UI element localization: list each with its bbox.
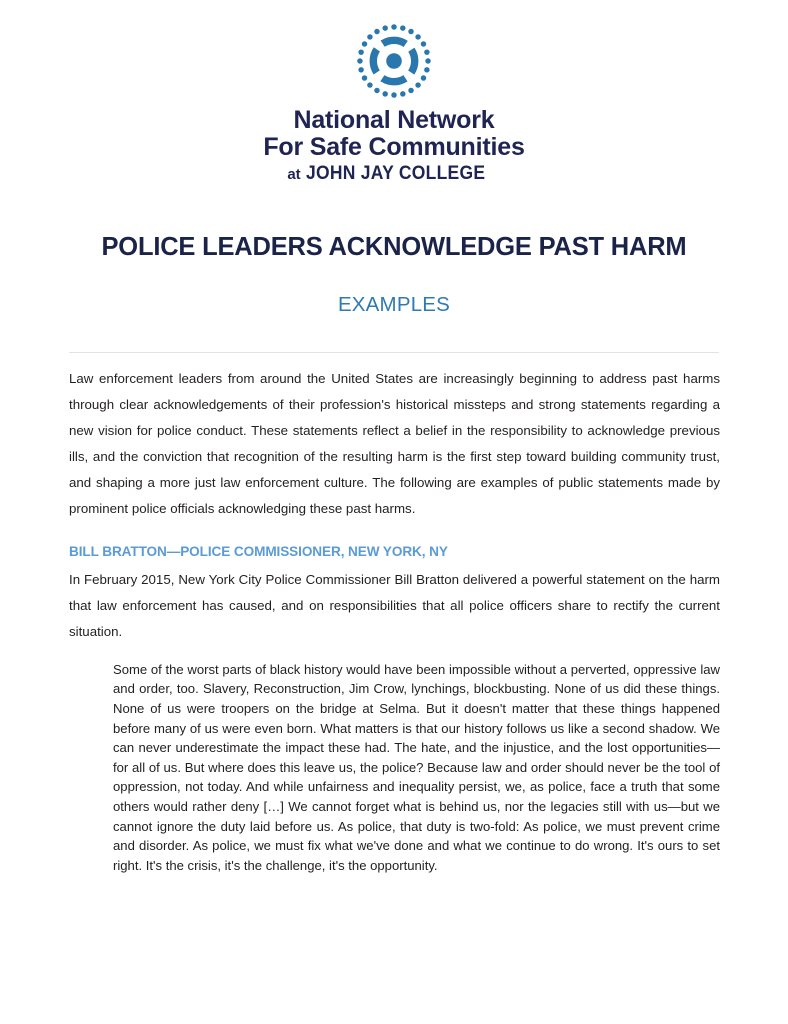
wordmark-at-prefix: at [287,166,301,183]
bratton-quote-blockquote: Some of the worst parts of black history would have been impossible without a perverted, oppressive law and order, too. Slavery, Reconstruction, Jim Crow, lynchings, blockbusting. None of us did these things. None of us were troopers on the bridge at Selma. But it doesn't matter that these things happened before many of us were even born. What matters is that our history follows us like a second shadow. We can never underestimate the impact these had. The hate, and the injustice, and the lost opportunities—for all of us. But where does this leave us, the police? Because law and order should never be the tool of oppression, not today. And while unfairness and inequality persist, we, as police, face a truth that some others would rather deny […] We cannot forget what is behind us, nor the legacies still with us—but we cannot ignore the duty laid before us. As police, that duty is two-fold: As police, we must prevent crime and disorder. As police, we must fix what we've done and what we continue to do wrong. It's ours to set right. It's the crisis, it's the challenge, it's the opportunity. [113,661,720,873]
concentric-dotted-circle-logo-icon [357,24,431,98]
document-body [69,366,720,875]
wordmark-line-2: For Safe Communities [263,133,525,161]
page-subtitle: EXAMPLES [337,292,451,316]
wordmark-college-name: JOHN JAY COLLEGE [305,163,486,184]
organization-logo [0,0,788,185]
header-divider [69,352,719,353]
page-title: POLICE LEADERS ACKNOWLEDGE PAST HARM [101,232,687,261]
section-heading-bill-bratton: BILL BRATTON—POLICE COMMISSIONER, NEW YORK, NY [69,543,448,559]
section-lead-paragraph: In February 2015, New York City Police Commissioner Bill Bratton delivered a powerful statement on the harm that law enforcement has caused, and on responsibilities that all police officers share to rectify the current situation. [69,571,720,639]
wordmark-line-1: National Network [293,106,495,134]
intro-paragraph: Law enforcement leaders from around the United States are increasingly beginning to address past harms through clear acknowledgements of their profession's historical missteps and strong statements regarding a new vision for police conduct. These statements reflect a belief in the responsibility to acknowledge previous ills, and the conviction that recognition of the resulting harm is the first step toward building community trust, and shaping a more just law enforcement culture. The following are examples of public statements made by prominent police officials acknowledging these past harms. [69,371,720,517]
wordmark-line-3 [263,164,524,185]
logo-wordmark [263,107,524,185]
